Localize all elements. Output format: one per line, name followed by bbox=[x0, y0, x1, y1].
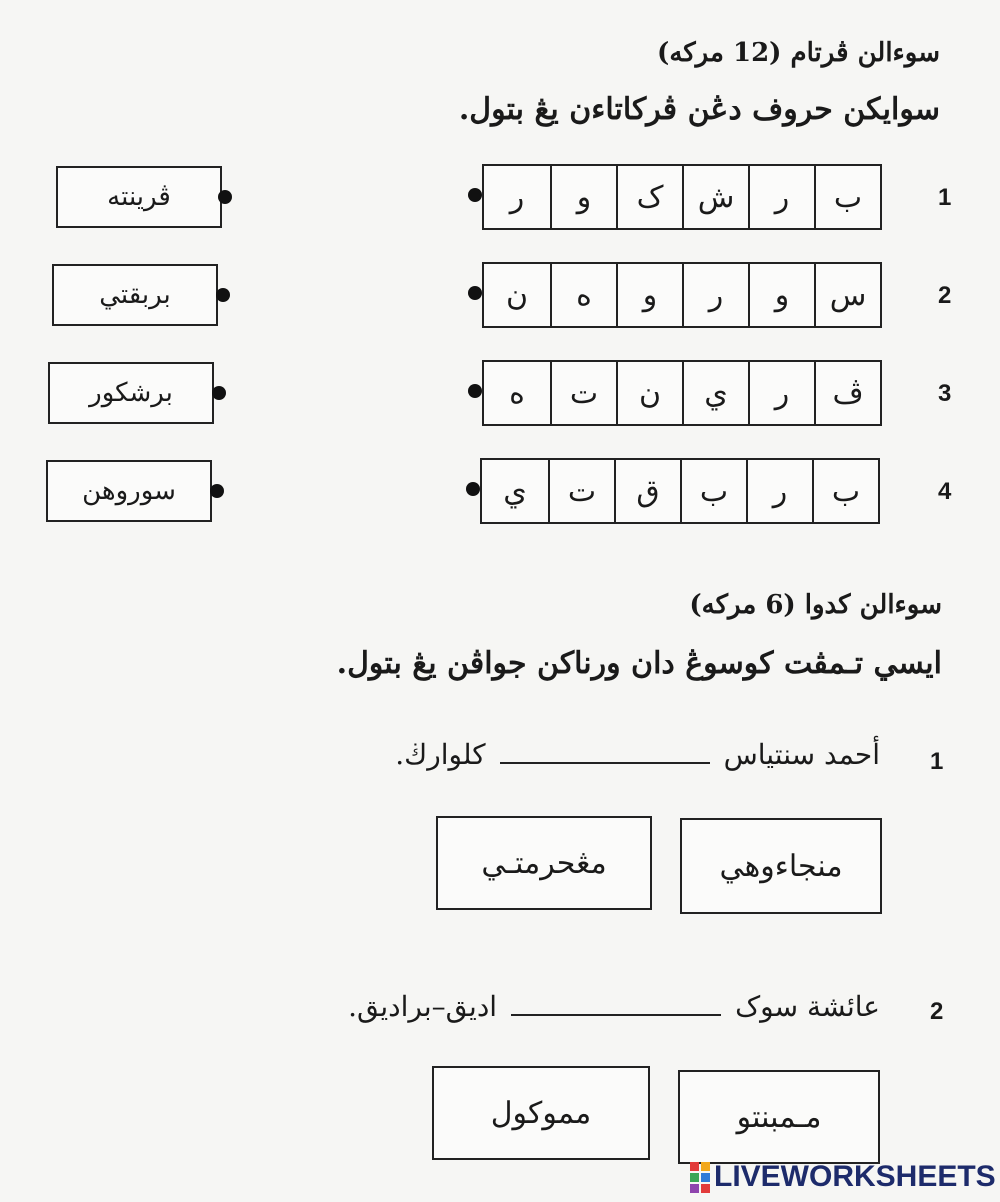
row-1-number: 1 bbox=[938, 184, 952, 211]
row-3-letters-connector-dot[interactable] bbox=[468, 384, 482, 398]
question-1-sentence bbox=[395, 738, 880, 771]
liveworksheets-brand-name: LIVEWORKSHEETS bbox=[714, 1160, 996, 1193]
letter-cell: ن bbox=[616, 362, 682, 424]
letter-cell: ن bbox=[505, 277, 529, 313]
letter-row-3 bbox=[482, 360, 882, 426]
question-2-sentence bbox=[348, 990, 880, 1023]
row-1-letters-connector-dot[interactable] bbox=[468, 188, 482, 202]
letter-cell: ي bbox=[682, 362, 748, 424]
letter-row-4 bbox=[480, 458, 880, 524]
letter-cell: ي bbox=[503, 473, 527, 509]
question-2-text-after: اديق–براديق. bbox=[348, 990, 498, 1023]
word-2-connector-dot[interactable] bbox=[216, 288, 230, 302]
section2-title: سوءالن كدوا (6 مركه) bbox=[689, 590, 942, 620]
question-2-number: 2 bbox=[930, 998, 944, 1025]
letter-cell: س bbox=[814, 264, 880, 326]
word-box-1: ڤرينته bbox=[56, 166, 222, 228]
word-4-connector-dot[interactable] bbox=[210, 484, 224, 498]
letter-cell: ه bbox=[550, 264, 616, 326]
letter-cell: ب bbox=[814, 166, 880, 228]
letter-cell: ڤ bbox=[814, 362, 880, 424]
word-box-4: سوروهن bbox=[46, 460, 212, 522]
word-box-2: بربقتي bbox=[52, 264, 218, 326]
letter-row-2 bbox=[482, 262, 882, 328]
letter-cell: ر bbox=[682, 264, 748, 326]
question-1-text-before: أحمد سنتياس bbox=[723, 738, 880, 771]
letter-cell: و bbox=[616, 264, 682, 326]
section1-title: سوءالن ڤرتام (12 مركه) bbox=[657, 38, 940, 68]
letter-cell: و bbox=[748, 264, 814, 326]
word-3-connector-dot[interactable] bbox=[212, 386, 226, 400]
row-4-letters-connector-dot[interactable] bbox=[466, 482, 480, 496]
letter-cell: و bbox=[550, 166, 616, 228]
question-1-text-after: كلوارڬ. bbox=[395, 738, 486, 771]
row-3-number: 3 bbox=[938, 380, 952, 407]
question-2-choice-1[interactable]: مـمبنتو bbox=[678, 1070, 880, 1164]
letter-cell: ت bbox=[548, 460, 614, 522]
letter-cell: ه bbox=[509, 375, 525, 411]
question-2-blank[interactable] bbox=[511, 1013, 721, 1016]
word-box-3: برشکور bbox=[48, 362, 214, 424]
section1-instruction: سوايكن حروف دڠن ڤركاتاءن يڠ بتول. bbox=[458, 92, 940, 127]
liveworksheets-logo-icon bbox=[690, 1162, 710, 1193]
question-2-text-before: عائشة سوک bbox=[735, 990, 880, 1023]
letter-cell: ب bbox=[812, 460, 878, 522]
question-1-number: 1 bbox=[930, 748, 944, 775]
row-2-number: 2 bbox=[938, 282, 952, 309]
liveworksheets-logo bbox=[690, 1160, 996, 1194]
letter-cell: ش bbox=[682, 166, 748, 228]
question-1-choice-2[interactable]: مڠحرمتـي bbox=[436, 816, 652, 910]
letter-cell: ت bbox=[550, 362, 616, 424]
row-2-letters-connector-dot[interactable] bbox=[468, 286, 482, 300]
question-1-choice-1[interactable]: منجاءوهي bbox=[680, 818, 882, 914]
letter-cell: ر bbox=[746, 460, 812, 522]
letter-cell: ر bbox=[748, 166, 814, 228]
word-1-connector-dot[interactable] bbox=[218, 190, 232, 204]
letter-cell: ر bbox=[748, 362, 814, 424]
section2-instruction: ايسي تـمڤت كوسوڠ دان ورناكن جواڤن يڠ بتول. bbox=[336, 646, 942, 681]
question-2-choice-2[interactable]: مموكول bbox=[432, 1066, 650, 1160]
letter-row-1 bbox=[482, 164, 882, 230]
question-1-blank[interactable] bbox=[500, 761, 710, 764]
letter-cell: ب bbox=[680, 460, 746, 522]
letter-cell: ک bbox=[616, 166, 682, 228]
letter-cell: ق bbox=[614, 460, 680, 522]
letter-cell: ر bbox=[509, 179, 525, 215]
row-4-number: 4 bbox=[938, 478, 952, 505]
